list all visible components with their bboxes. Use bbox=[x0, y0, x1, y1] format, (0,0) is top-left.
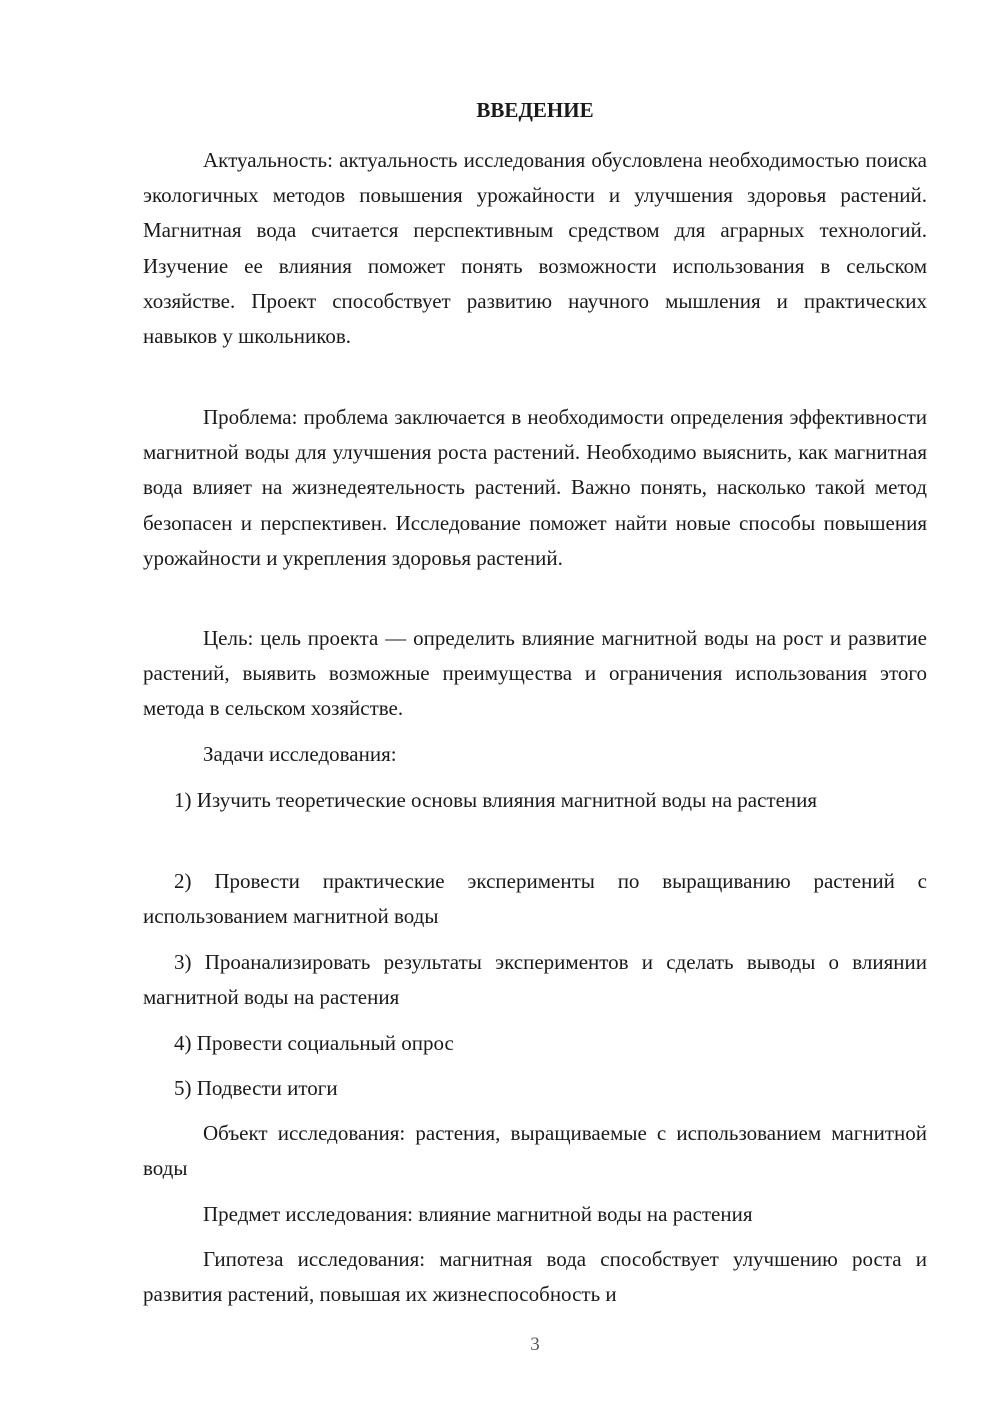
paragraph-relevance: Актуальность: актуальность исследования обусловлена необходимостью поиска экологичных методов повышения урожайности и улучшения здоровья растений. Магнитная вода считается перспективным средством для аграрных технологий. Изучение ее влияния поможет понять возможности использования в сельском хозяйстве. Проект способствует развитию научного мышления и практических навыков у школьников. bbox=[143, 148, 927, 349]
task-item-3: 3) Проанализировать результаты экспериментов и сделать выводы о влиянии магнитной воды на растения bbox=[143, 950, 927, 1010]
page-number: 3 bbox=[530, 1334, 540, 1355]
paragraph-subject: Предмет исследования: влияние магнитной воды на растения bbox=[203, 1202, 753, 1226]
paragraph-object: Объект исследования: растения, выращиваемые с использованием магнитной воды bbox=[143, 1121, 927, 1181]
section-heading: ВВЕДЕНИЕ bbox=[476, 98, 594, 122]
paragraph-problem: Проблема: проблема заключается в необходимости определения эффективности магнитной воды для улучшения роста растений. Необходимо выяснить, как магнитная вода влияет на жизнедеятельность растений. Важно понять, насколько такой метод безопасен и перспективен. Исследование поможет найти новые способы повышения урожайности и укрепления здоровья растений. bbox=[143, 405, 927, 570]
task-item-2: 2) Провести практические эксперименты по выращиванию растений с использованием магнитной воды bbox=[143, 869, 927, 929]
task-item-1: 1) Изучить теоретические основы влияния магнитной воды на растения bbox=[174, 788, 818, 812]
paragraph-goal: Цель: цель проекта — определить влияние магнитной воды на рост и развитие растений, выявить возможные преимущества и ограничения использования этого метода в сельском хозяйстве. bbox=[143, 626, 927, 721]
task-item-5: 5) Подвести итоги bbox=[174, 1076, 338, 1100]
task-item-4: 4) Провести социальный опрос bbox=[174, 1031, 454, 1055]
paragraph-hypothesis: Гипотеза исследования: магнитная вода способствует улучшению роста и развития растений, повышая их жизнеспособность и bbox=[143, 1247, 927, 1307]
tasks-title: Задачи исследования: bbox=[203, 742, 397, 766]
